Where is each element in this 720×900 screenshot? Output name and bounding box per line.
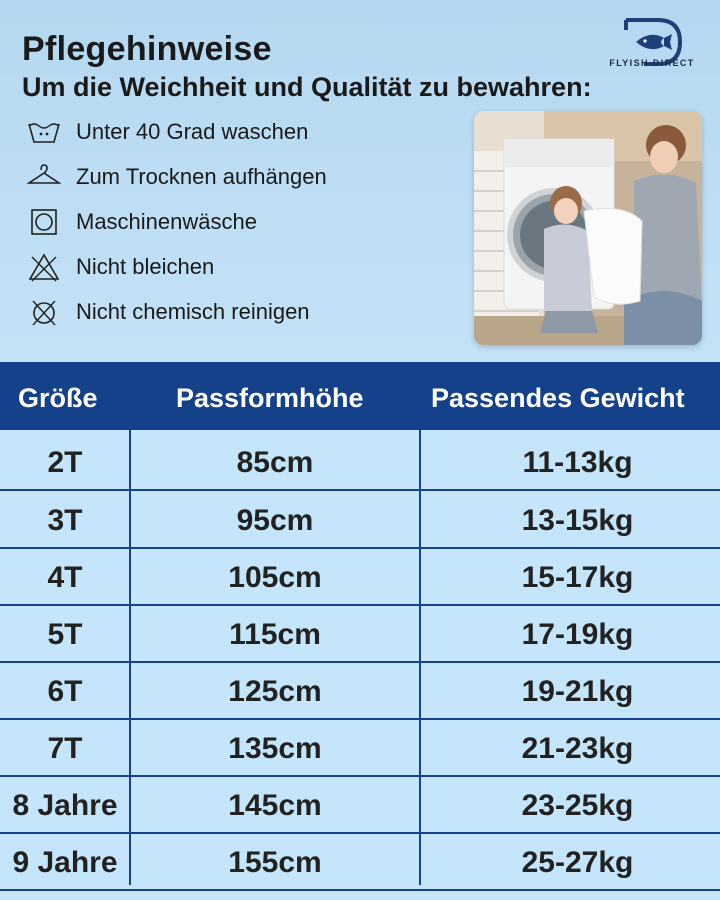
height-cell: 155cm (228, 846, 322, 879)
weight-cell: 11-13kg (522, 446, 633, 479)
height-cell: 85cm (236, 446, 314, 479)
weight-cell: 19-21kg (521, 675, 634, 708)
table-row (0, 661, 720, 720)
brand-name: FLYISH DIRECT (609, 58, 695, 68)
weight-cell: 13-15kg (521, 504, 634, 537)
care-item-hang (26, 157, 456, 197)
table-row (0, 832, 720, 891)
weight-cell: 15-17kg (521, 561, 634, 594)
care-label-bleach: Nicht bleichen (76, 254, 215, 279)
size-cell: 5T (47, 618, 83, 651)
table-row (0, 775, 720, 834)
table-row (0, 604, 720, 663)
page-subtitle: Um die Weichheit und Qualität zu bewahren: (22, 72, 592, 102)
care-label-machine: Maschinenwäsche (76, 209, 257, 234)
size-table-header (0, 362, 720, 430)
care-label-hang: Zum Trocknen aufhängen (76, 164, 327, 189)
height-cell: 145cm (228, 789, 322, 822)
care-item-dryclean (26, 292, 456, 332)
header-size: Größe (18, 383, 98, 413)
column-divider (419, 430, 421, 885)
wash-40-icon (26, 116, 62, 148)
height-cell: 115cm (229, 618, 321, 651)
size-cell: 4T (47, 561, 83, 594)
size-table (0, 430, 720, 900)
table-row (0, 432, 720, 491)
size-cell: 9 Jahre (12, 846, 118, 879)
size-cell: 2T (47, 446, 83, 479)
table-row (0, 547, 720, 606)
weight-cell: 25-27kg (521, 846, 634, 879)
height-cell: 135cm (228, 732, 322, 765)
height-cell: 125cm (228, 675, 322, 708)
care-item-machine (26, 202, 456, 242)
table-row (0, 718, 720, 777)
weight-cell: 21-23kg (521, 732, 634, 765)
laundry-photo (474, 111, 702, 345)
care-item-bleach (26, 247, 456, 287)
care-label-wash: Unter 40 Grad waschen (76, 119, 309, 144)
no-bleach-icon (26, 251, 62, 283)
hanger-icon (26, 161, 62, 193)
care-item-wash (26, 112, 456, 152)
table-row (0, 490, 720, 549)
weight-cell: 17-19kg (521, 618, 634, 651)
size-cell: 8 Jahre (12, 789, 118, 822)
height-cell: 105cm (228, 561, 322, 594)
care-section (0, 0, 720, 362)
column-divider (129, 430, 131, 885)
weight-cell: 23-25kg (521, 789, 634, 822)
no-dry-clean-icon (26, 296, 62, 328)
care-label-dryclean: Nicht chemisch reinigen (76, 299, 310, 324)
header-height: Passformhöhe (176, 383, 364, 413)
height-cell: 95cm (236, 504, 314, 537)
size-cell: 3T (47, 504, 83, 537)
header-weight: Passendes Gewicht (431, 383, 685, 413)
size-cell: 6T (47, 675, 83, 708)
machine-wash-icon (26, 206, 62, 238)
size-cell: 7T (47, 732, 83, 765)
page-title: Pflegehinweise (22, 30, 272, 68)
